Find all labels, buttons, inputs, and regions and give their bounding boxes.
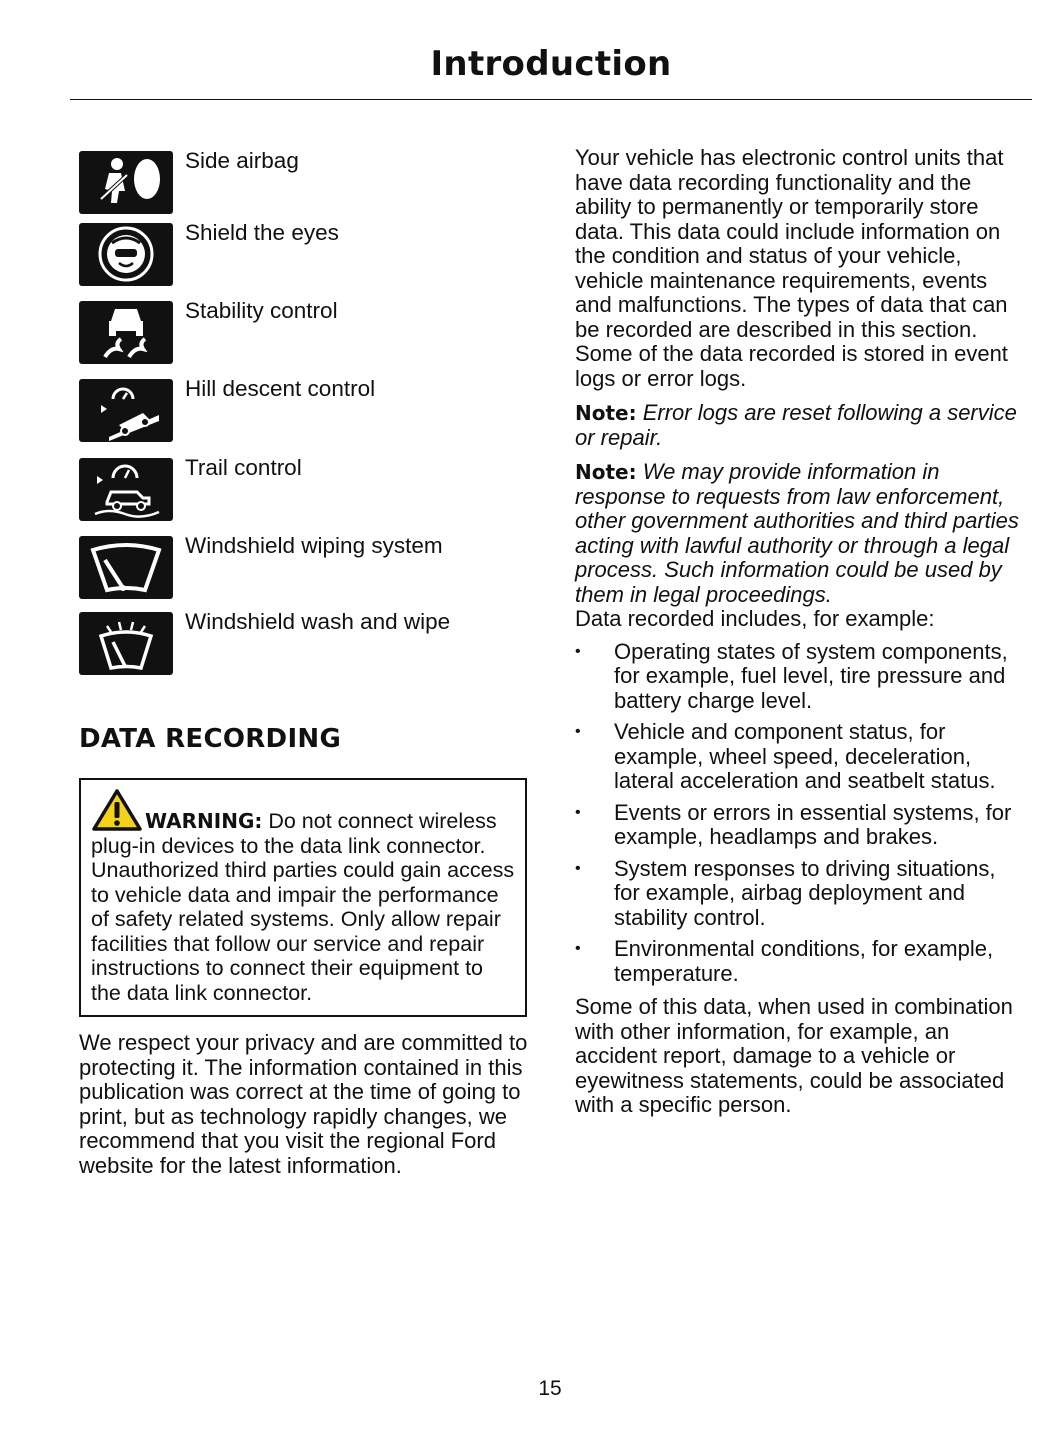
- symbol-label: Trail control: [185, 455, 302, 480]
- symbol-label: Side airbag: [185, 148, 299, 173]
- bullet: •: [575, 642, 581, 660]
- note-text: We may provide information in response to requests from law enforcement, other government authorities and third parties acting with lawful authority or through a legal process. Such information could be used by them in legal proceedings.: [575, 459, 1019, 607]
- intro-paragraph: Your vehicle has electronic control units that have data recording functionality and the ability to permanently or temporarily store data. This data could include information on the condition and status of your vehicle, vehicle maintenance requirements, events and malfunctions. The types of data that can be recorded are described in this section. Some of the data recorded is stored in event logs or error logs.: [575, 145, 1008, 391]
- hill-descent-icon: [79, 379, 173, 442]
- title-divider: [70, 99, 1032, 100]
- symbol-row-stability-control: [79, 298, 529, 376]
- bullet: •: [575, 803, 581, 821]
- bullet: •: [575, 723, 581, 740]
- warning-text: Do not connect wireless plug-in devices to the data link connector. Unauthorized third parties could gain access to vehicle data and impair the performance of safety related systems. Only allow repair facilities that follow our service and repair instructions to connect their equipment to the data link connector.: [91, 809, 515, 1005]
- symbol-row-windshield-wash: [79, 609, 529, 684]
- list-item-text: Events or errors in essential systems, for example, headlamps and brakes.: [614, 799, 1012, 849]
- note-label: Note:: [575, 401, 637, 425]
- note-law-enforcement: [575, 460, 1027, 607]
- symbol-row-hill-descent: [79, 376, 529, 455]
- list-item: [575, 801, 1027, 850]
- list-item-text: System responses to driving situations, for example, airbag deployment and stability control.: [614, 855, 996, 930]
- trail-control-icon: [79, 458, 173, 521]
- note-text: Error logs are reset following a service or repair.: [575, 400, 1017, 450]
- warning-box: [79, 778, 527, 1017]
- bullet: •: [575, 859, 581, 877]
- note-error-logs: [575, 401, 1027, 450]
- windshield-wash-icon: [79, 612, 173, 675]
- page-number: 15: [538, 1377, 562, 1400]
- bullet: •: [575, 940, 581, 957]
- symbol-label: Stability control: [185, 298, 338, 323]
- left-column: [79, 148, 529, 1178]
- symbol-row-trail-control: [79, 455, 529, 533]
- windshield-wiper-icon: [79, 536, 173, 599]
- data-recorded-list: [575, 640, 1027, 987]
- page-title: Introduction: [430, 44, 672, 84]
- list-item-text: Operating states of system components, for example, fuel level, tire pressure and battery charge level.: [614, 638, 1008, 713]
- side-airbag-icon: [79, 151, 173, 214]
- list-intro: Data recorded includes, for example:: [575, 606, 935, 631]
- closing-paragraph: Some of this data, when used in combination with other information, for example, an accident report, damage to a vehicle or eyewitness statements, could be associated with a specific person.: [575, 994, 1013, 1117]
- list-item: [575, 937, 1027, 986]
- symbol-label: Shield the eyes: [185, 220, 339, 245]
- list-item: [575, 857, 1027, 931]
- shield-eyes-icon: [79, 223, 173, 286]
- list-item-text: Vehicle and component status, for example, wheel speed, deceleration, lateral acceleration and seatbelt status.: [614, 719, 996, 793]
- section-heading: DATA RECORDING: [79, 724, 342, 754]
- note-label: Note:: [575, 460, 637, 484]
- list-item: [575, 720, 1027, 794]
- symbol-row-windshield-wiping: [79, 533, 529, 609]
- symbol-row-shield-eyes: [79, 220, 529, 298]
- right-column: [575, 146, 1027, 1118]
- list-item: [575, 640, 1027, 714]
- symbol-label: Windshield wiping system: [185, 533, 443, 558]
- list-item-text: Environmental conditions, for example, temperature.: [614, 936, 994, 986]
- symbol-label: Hill descent control: [185, 376, 376, 401]
- symbol-row-side-airbag: [79, 148, 529, 220]
- warning-triangle-icon: [91, 788, 143, 832]
- privacy-paragraph: We respect your privacy and are committed to protecting it. The information contained in this publication was correct at the time of going to print, but as technology rapidly changes, we recommend that you visit the regional Ford website for the latest information.: [79, 1030, 528, 1178]
- warning-label: WARNING:: [145, 809, 263, 833]
- symbol-label: Windshield wash and wipe: [185, 609, 451, 634]
- stability-control-icon: [79, 301, 173, 364]
